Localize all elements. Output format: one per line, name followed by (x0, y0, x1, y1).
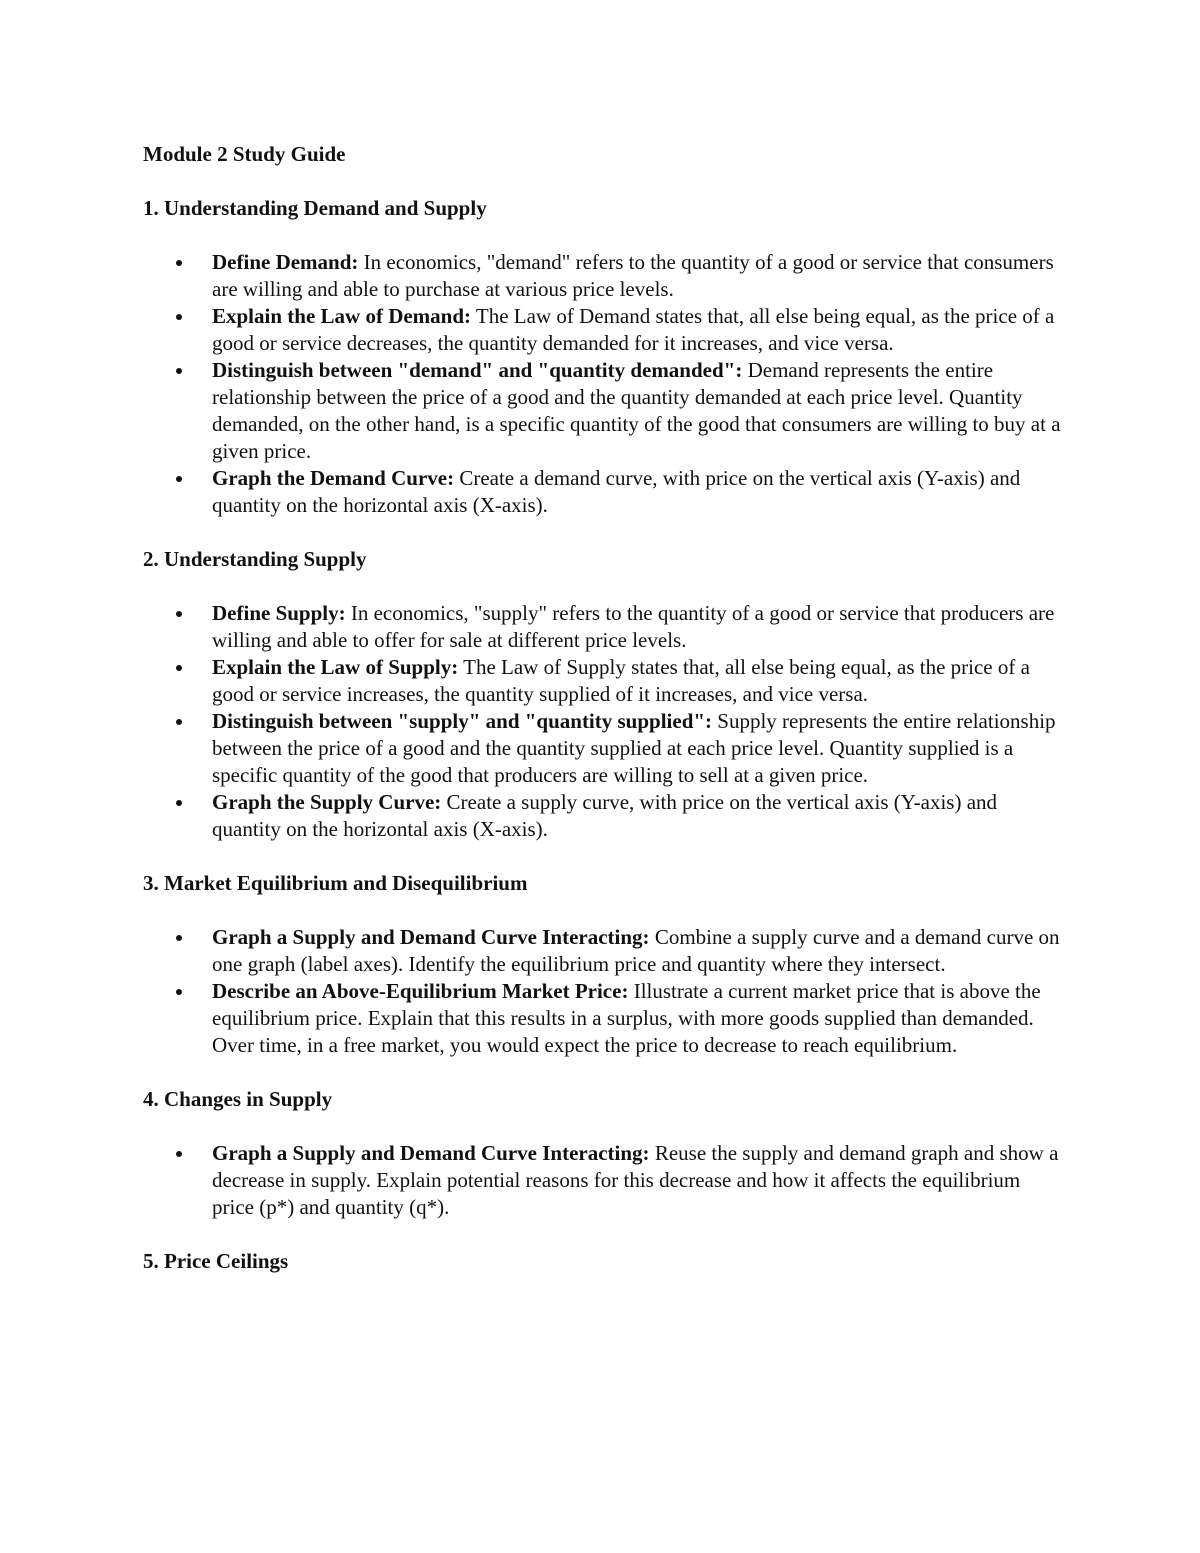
item-term: Define Supply: (212, 601, 346, 625)
item-term: Explain the Law of Supply: (212, 655, 459, 679)
item-text: Demand represents the entire relationship between the price of a good and the quantity demanded at each price level. Quantity demanded, on the other hand, is a specific quantity of the good that consumers are willing to buy at a given price. (212, 358, 1061, 463)
item-term: Graph a Supply and Demand Curve Interacting: (212, 1141, 650, 1165)
bullet-icon (176, 665, 182, 671)
bullet-icon (176, 368, 182, 374)
bullet-list (143, 1140, 1063, 1221)
item-text: Create a supply curve, with price on the vertical axis (Y-axis) and quantity on the horizontal axis (X-axis). (212, 790, 998, 841)
bullet-list (143, 249, 1063, 519)
list-item (143, 978, 1063, 1059)
section-heading: 1. Understanding Demand and Supply (143, 196, 487, 220)
list-item (143, 654, 1063, 708)
item-term: Distinguish between "supply" and "quantity supplied": (212, 709, 713, 733)
bullet-icon (176, 611, 182, 617)
item-text: Illustrate a current market price that is above the equilibrium price. Explain that this results in a surplus, with more goods supplied than demanded. Over time, in a free market, you would expect the price to decrease to reach equilibrium. (212, 979, 1041, 1057)
item-text: Reuse the supply and demand graph and show a decrease in supply. Explain potential reasons for this decrease and how it affects the equilibrium price (p*) and quantity (q*). (212, 1141, 1059, 1219)
list-item (143, 1140, 1063, 1221)
list-item (143, 600, 1063, 654)
item-term: Distinguish between "demand" and "quantity demanded": (212, 358, 743, 382)
bullet-icon (176, 260, 182, 266)
section-heading: 5. Price Ceilings (143, 1249, 289, 1273)
section-heading: 4. Changes in Supply (143, 1087, 333, 1111)
section-heading: 2. Understanding Supply (143, 547, 367, 571)
bullet-icon (176, 1151, 182, 1157)
list-item (143, 708, 1063, 789)
list-item (143, 249, 1063, 303)
item-text: Create a demand curve, with price on the vertical axis (Y-axis) and quantity on the horizontal axis (X-axis). (212, 466, 1021, 517)
item-text: Supply represents the entire relationship between the price of a good and the quantity supplied at each price level. Quantity supplied is a specific quantity of the good that producers are willing to sell at a given price. (212, 709, 1056, 787)
item-term: Explain the Law of Demand: (212, 304, 472, 328)
item-text: The Law of Demand states that, all else being equal, as the price of a good or service decreases, the quantity demanded for it increases, and vice versa. (212, 304, 1055, 355)
item-term: Describe an Above-Equilibrium Market Price: (212, 979, 629, 1003)
bullet-icon (176, 719, 182, 725)
bullet-list (143, 600, 1063, 843)
item-term: Graph the Demand Curve: (212, 466, 455, 490)
item-text: In economics, "supply" refers to the quantity of a good or service that producers are willing and able to offer for sale at different price levels. (212, 601, 1055, 652)
section-heading: 3. Market Equilibrium and Disequilibrium (143, 871, 528, 895)
item-text: Combine a supply curve and a demand curve on one graph (label axes). Identify the equilibrium price and quantity where they intersect. (212, 925, 1060, 976)
bullet-icon (176, 314, 182, 320)
bullet-icon (176, 989, 182, 995)
item-text: In economics, "demand" refers to the quantity of a good or service that consumers are willing and able to purchase at various price levels. (212, 250, 1054, 301)
bullet-icon (176, 935, 182, 941)
list-item (143, 924, 1063, 978)
document-title: Module 2 Study Guide (143, 142, 346, 166)
item-text: The Law of Supply states that, all else being equal, as the price of a good or service increases, the quantity supplied of it increases, and vice versa. (212, 655, 1030, 706)
item-term: Graph a Supply and Demand Curve Interacting: (212, 925, 650, 949)
list-item (143, 303, 1063, 357)
item-term: Graph the Supply Curve: (212, 790, 442, 814)
bullet-icon (176, 476, 182, 482)
list-item (143, 357, 1063, 465)
document-body (143, 141, 1063, 1275)
item-term: Define Demand: (212, 250, 359, 274)
list-item (143, 465, 1063, 519)
list-item (143, 789, 1063, 843)
bullet-list (143, 924, 1063, 1059)
bullet-icon (176, 800, 182, 806)
